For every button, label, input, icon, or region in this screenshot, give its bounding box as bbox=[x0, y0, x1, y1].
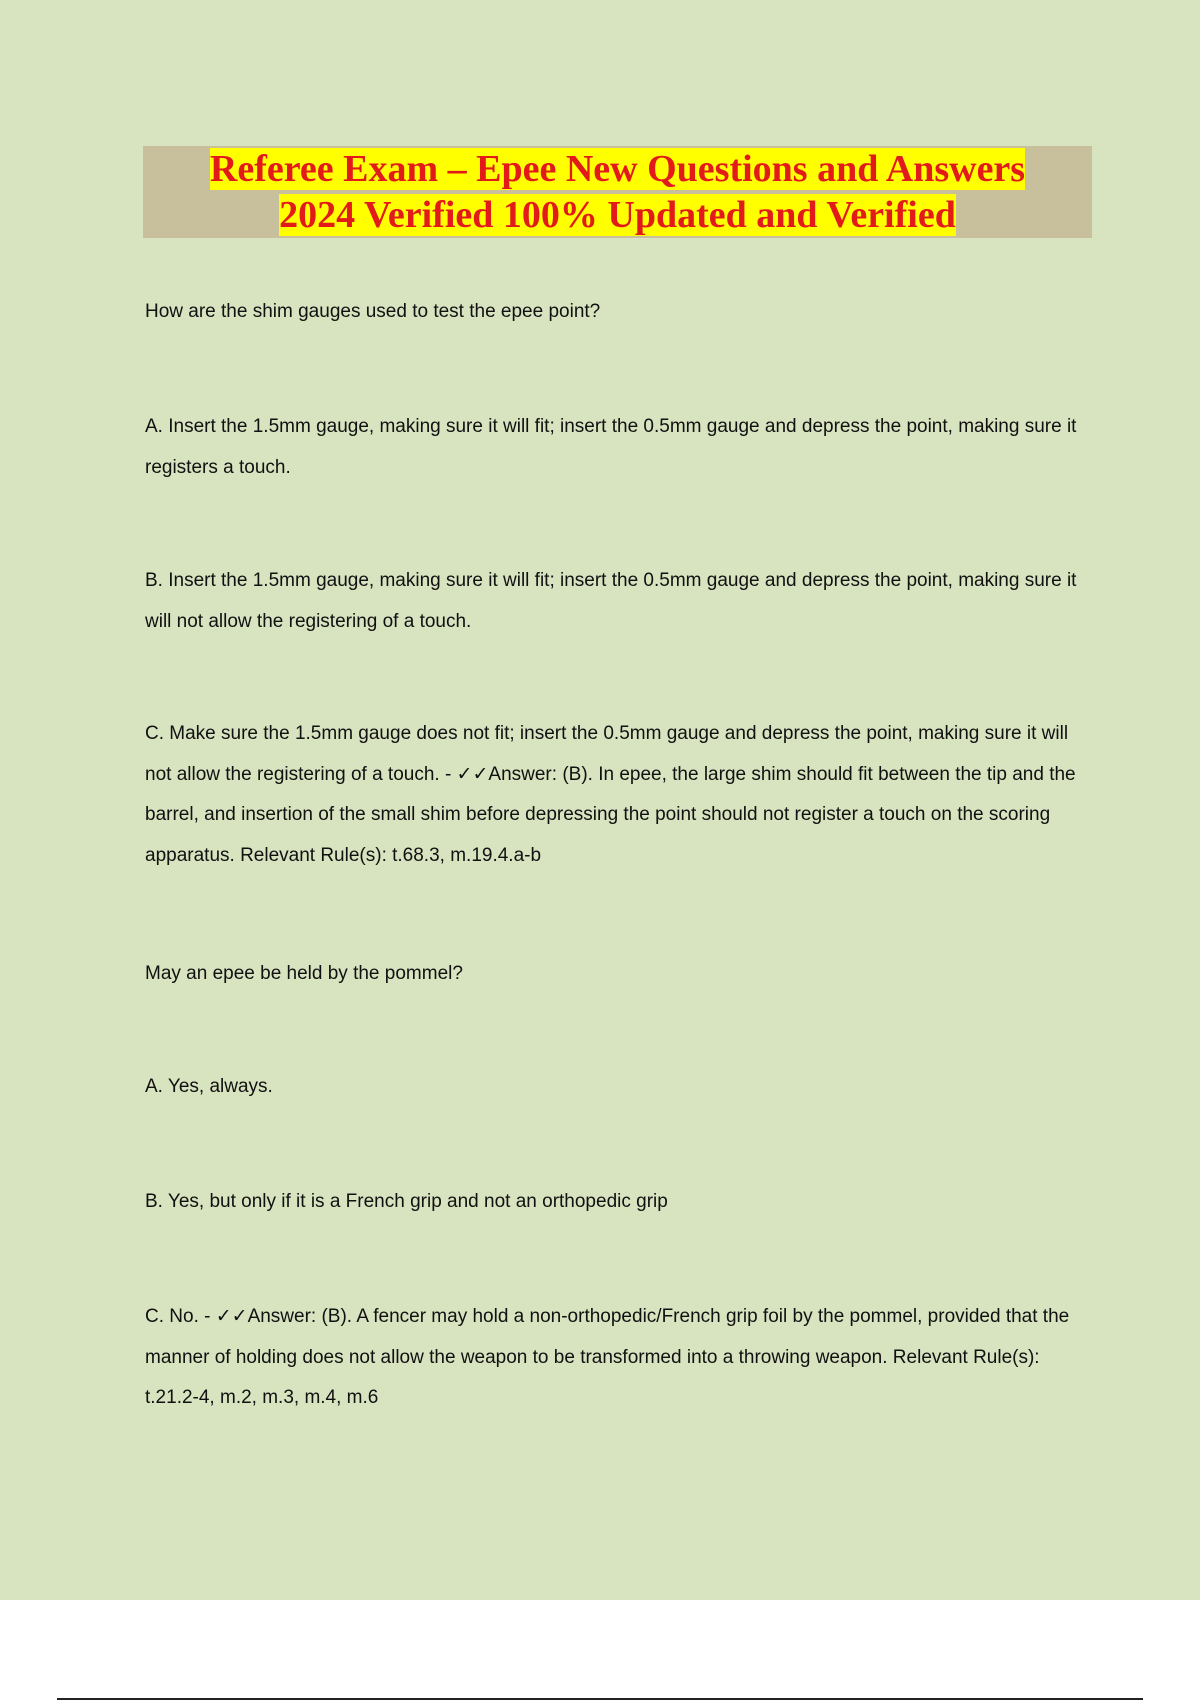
question-2-option-c-answer: C. No. - ✓✓Answer: (B). A fencer may hold a non-orthopedic/French grip foil by the pommel, provided that the manner of holding does not allow the weapon to be transformed into a throwing weapon. Relevant Rule(s): t.21.2-4, m.2, m.3, m.4, m.6 bbox=[145, 1306, 1070, 1408]
title-line-2: 2024 Verified 100% Updated and Verified bbox=[279, 194, 956, 236]
question-2-option-a: A. Yes, always. bbox=[145, 1076, 273, 1097]
question-1: How are the shim gauges used to test the epee point? bbox=[145, 301, 601, 322]
question-1-option-a: A. Insert the 1.5mm gauge, making sure it will fit; insert the 0.5mm gauge and depress the point, making sure it registers a touch. bbox=[145, 416, 1077, 478]
question-1-option-c-answer: C. Make sure the 1.5mm gauge does not fit; insert the 0.5mm gauge and depress the point, making sure it will not allow the registering of a touch. - ✓✓Answer: (B). In epee, the large shim should fit between the tip and the barrel, and insertion of the small shim before depressing the point should not register a touch on the scoring apparatus. Relevant Rule(s): t.68.3, m.19.4.a-b bbox=[145, 723, 1076, 866]
document-title bbox=[143, 146, 1092, 238]
question-1-option-b: B. Insert the 1.5mm gauge, making sure it will fit; insert the 0.5mm gauge and depress the point, making sure it will not allow the registering of a touch. bbox=[145, 570, 1077, 632]
question-2-option-b: B. Yes, but only if it is a French grip and not an orthopedic grip bbox=[145, 1191, 668, 1212]
title-line-1: Referee Exam – Epee New Questions and Answers bbox=[209, 148, 1026, 190]
question-2: May an epee be held by the pommel? bbox=[145, 963, 463, 984]
